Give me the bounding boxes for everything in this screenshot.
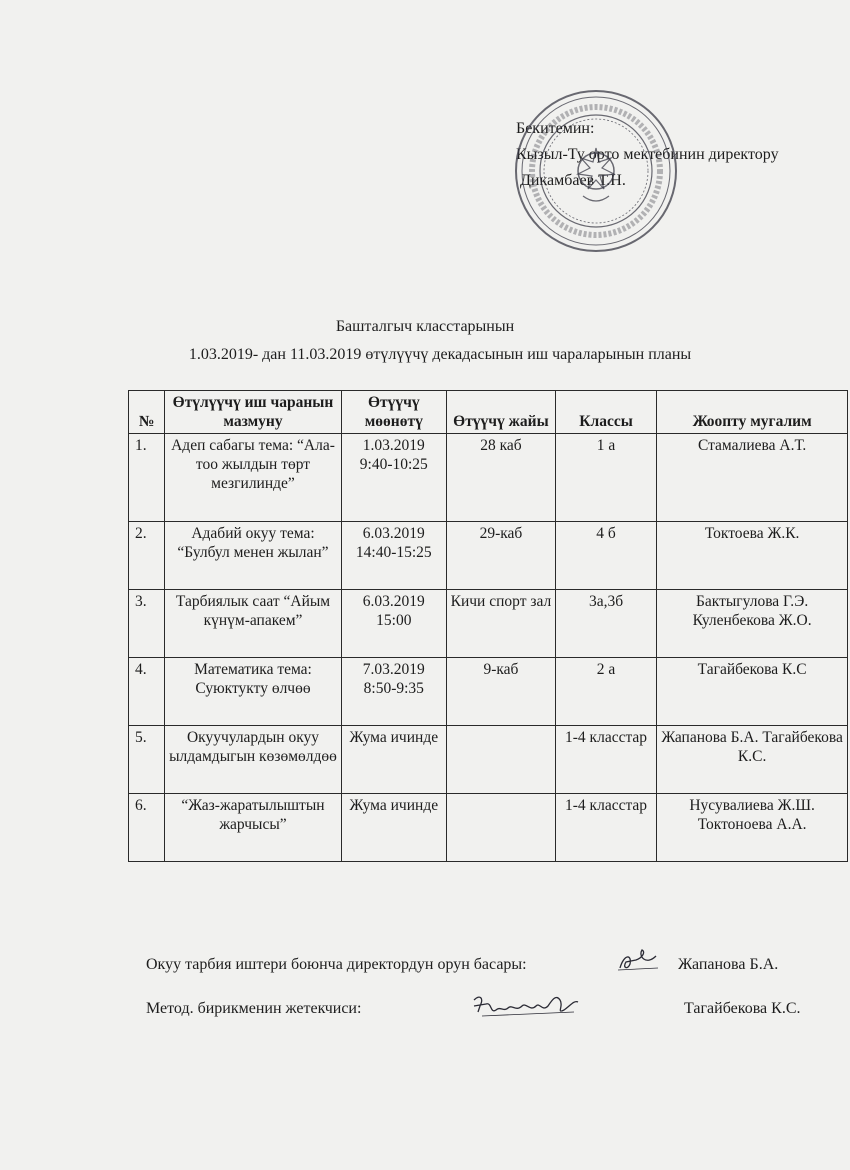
table-row xyxy=(129,658,848,726)
event-teacher: Нусувалиева Ж.Ш. Токтоноева А.А. xyxy=(657,794,848,862)
deputy-signature xyxy=(616,948,660,976)
event-class: 4 б xyxy=(555,522,656,590)
event-teacher: Жапанова Б.А. Тагайбекова К.С. xyxy=(657,726,848,794)
deputy-director-name: Жапанова Б.А. xyxy=(678,956,779,973)
event-time: 6.03.2019 14:40-15:25 xyxy=(341,522,446,590)
event-time: 7.03.2019 8:50-9:35 xyxy=(341,658,446,726)
method-head-signature xyxy=(470,990,582,1024)
event-class: 3а,3б xyxy=(555,590,656,658)
header-number: № xyxy=(129,391,165,434)
event-teacher: Бактыгулова Г.Э. Куленбекова Ж.О. xyxy=(657,590,848,658)
event-teacher: Тагайбекова К.С xyxy=(657,658,848,726)
event-content: Окуучулардын окуу ылдамдыгын көзөмөлдөө xyxy=(165,726,341,794)
event-content: Адеп сабагы тема: “Ала-тоо жылдын төрт мезгилинде” xyxy=(165,434,341,522)
event-place xyxy=(447,794,556,862)
header-class: Классы xyxy=(555,391,656,434)
event-content: Адабий окуу тема: “Булбул менен жылан” xyxy=(165,522,341,590)
header-place: Өтүүчү жайы xyxy=(447,391,556,434)
event-place xyxy=(447,726,556,794)
event-time: Жума ичинде xyxy=(341,794,446,862)
approval-line-2: Кызыл-Ту орто мектебинин директору xyxy=(516,146,779,163)
deputy-director-role: Окуу тарбия иштери боюнча директордун орун басары: xyxy=(146,956,527,973)
event-place: Кичи спорт зал xyxy=(447,590,556,658)
event-class: 1-4 класстар xyxy=(555,794,656,862)
event-class: 2 а xyxy=(555,658,656,726)
event-teacher: Стамалиева А.Т. xyxy=(657,434,848,522)
table-row xyxy=(129,590,848,658)
event-class: 1 а xyxy=(555,434,656,522)
event-time: Жума ичинде xyxy=(341,726,446,794)
event-content: “Жаз-жаратылыштын жарчысы” xyxy=(165,794,341,862)
method-head-role: Метод. бирикменин жетекчиси: xyxy=(146,1000,362,1017)
document-subtitle: 1.03.2019- дан 11.03.2019 өтүлүүчү декадасынын иш чараларынын планы xyxy=(188,346,692,363)
row-number: 6. xyxy=(129,794,165,862)
event-teacher: Токтоева Ж.К. xyxy=(657,522,848,590)
header-teacher: Жоопту мугалим xyxy=(657,391,848,434)
method-head-name: Тагайбекова К.С. xyxy=(684,1000,801,1017)
event-place: 9-каб xyxy=(447,658,556,726)
event-class: 1-4 класстар xyxy=(555,726,656,794)
event-time: 6.03.2019 15:00 xyxy=(341,590,446,658)
row-number: 2. xyxy=(129,522,165,590)
row-number: 4. xyxy=(129,658,165,726)
event-content: Тарбиялык саат “Айым күнүм-апакем” xyxy=(165,590,341,658)
header-event-content: Өтүлүүчү иш чаранын мазмуну xyxy=(165,391,341,434)
table-row xyxy=(129,794,848,862)
table-row xyxy=(129,434,848,522)
approval-line-3: Дикамбаев Т.Н. xyxy=(520,172,626,189)
event-content: Математика тема: Суюктукту өлчөө xyxy=(165,658,341,726)
event-place: 29-каб xyxy=(447,522,556,590)
table-row xyxy=(129,522,848,590)
table-header-row xyxy=(129,391,848,434)
row-number: 1. xyxy=(129,434,165,522)
event-time: 1.03.2019 9:40-10:25 xyxy=(341,434,446,522)
school-seal-stamp xyxy=(513,88,679,254)
events-plan-table xyxy=(128,390,848,862)
document-title: Башталгыч класстарынын xyxy=(335,318,515,335)
row-number: 3. xyxy=(129,590,165,658)
header-date-time: Өтүүчү мөөнөтү xyxy=(341,391,446,434)
approval-line-1: Бекитемин: xyxy=(516,120,595,137)
table-row xyxy=(129,726,848,794)
row-number: 5. xyxy=(129,726,165,794)
event-place: 28 каб xyxy=(447,434,556,522)
